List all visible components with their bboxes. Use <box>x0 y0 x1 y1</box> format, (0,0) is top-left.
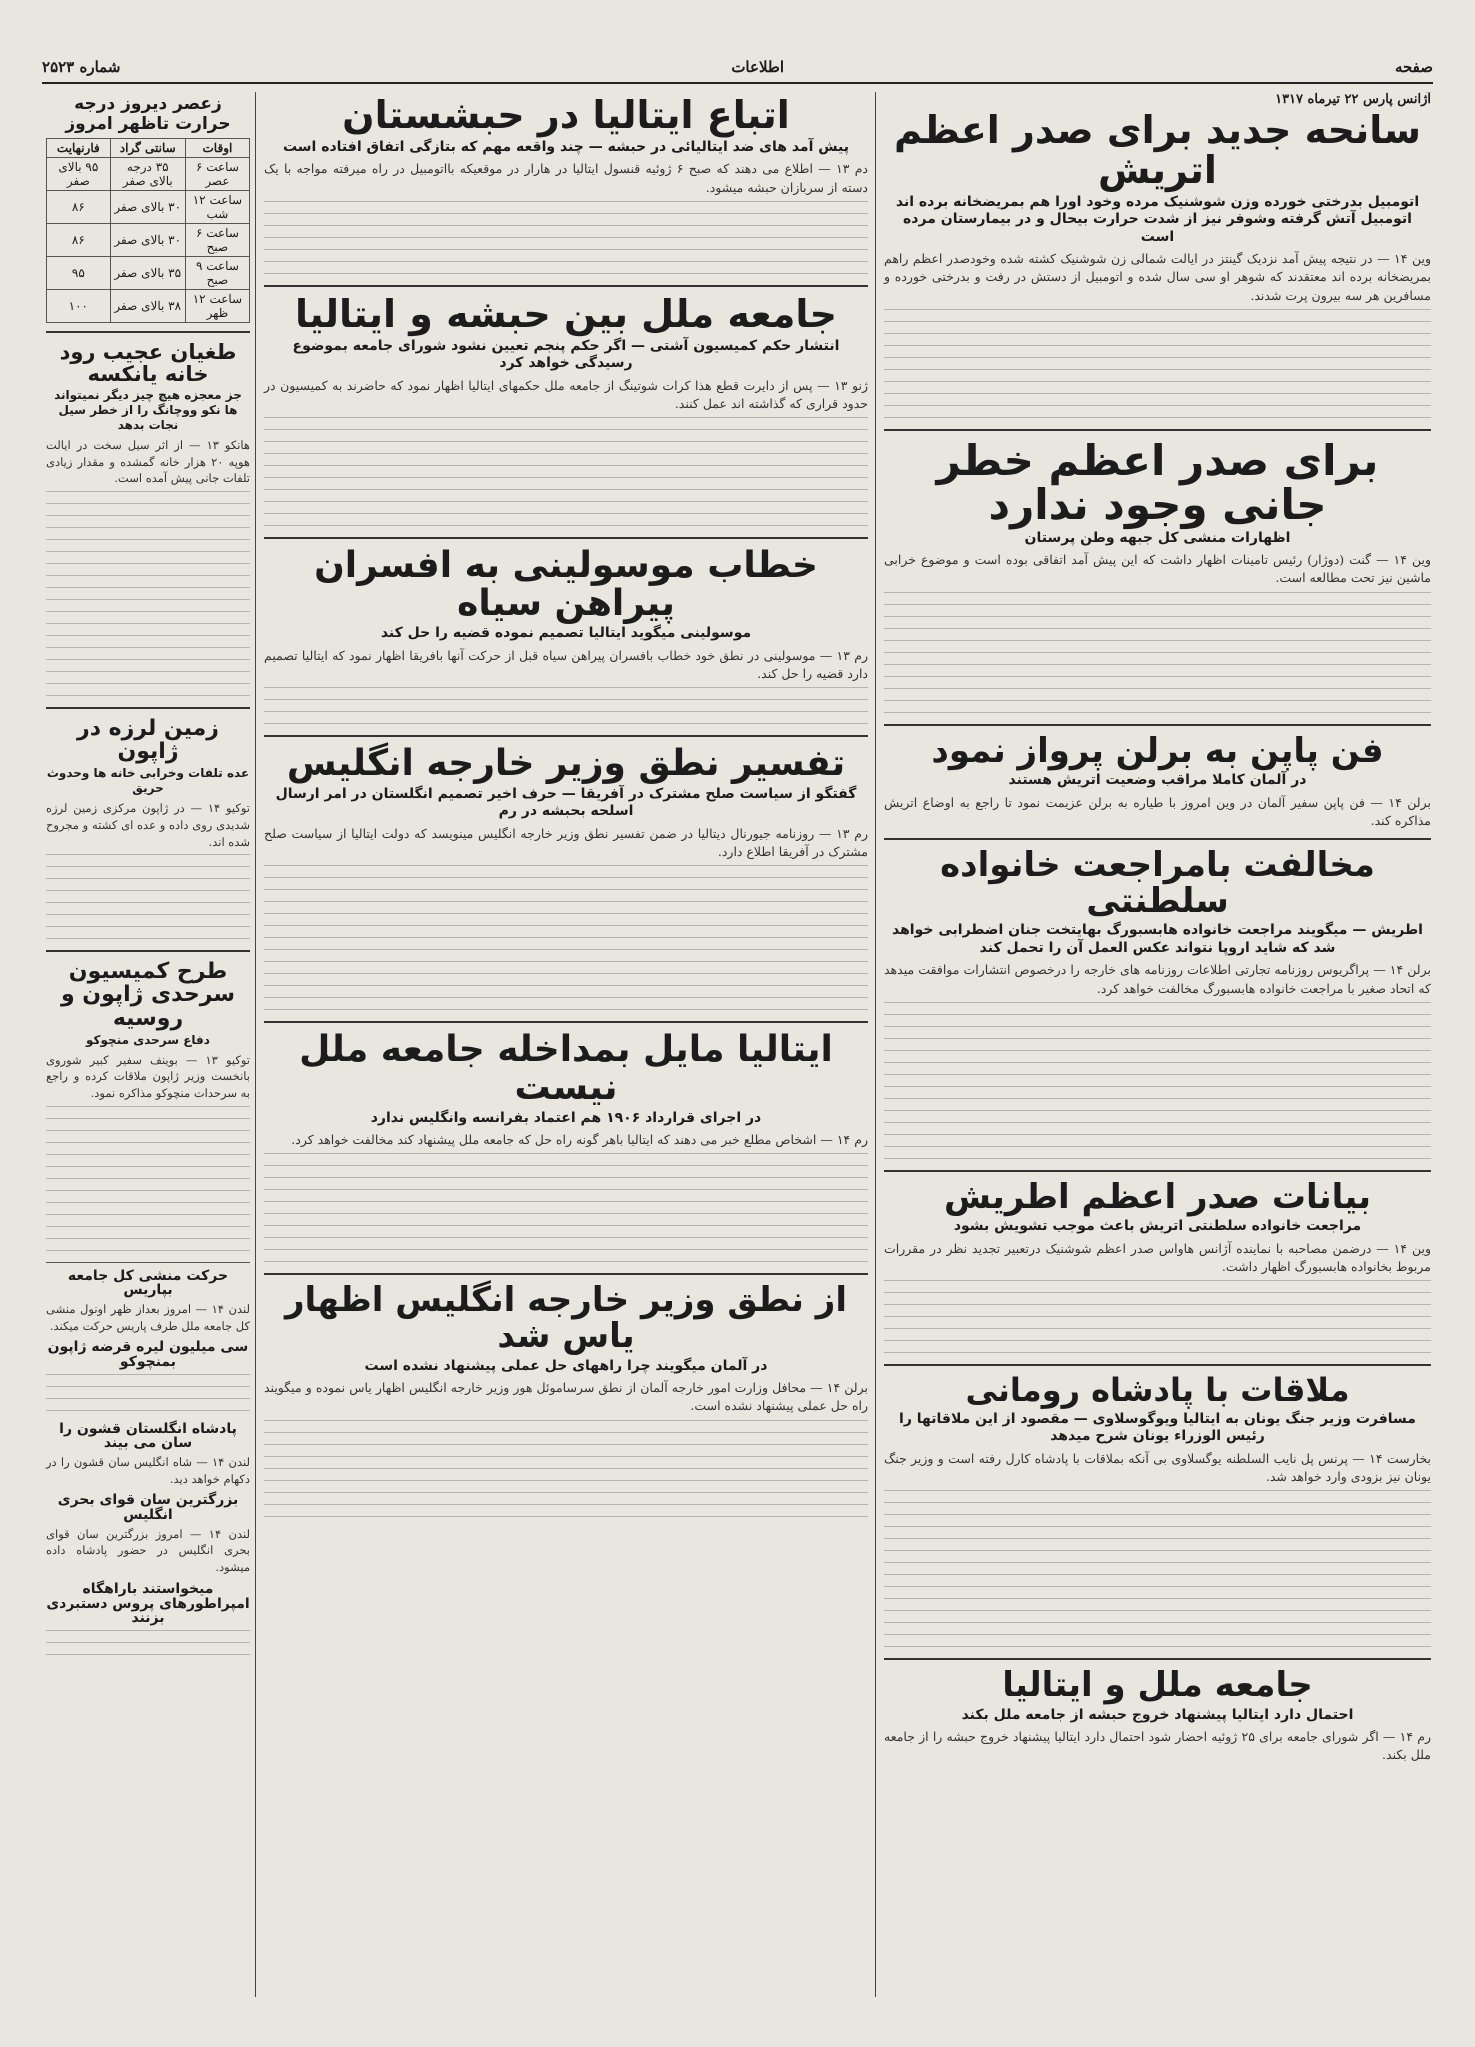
divider <box>264 1273 868 1275</box>
article-body: برلن ۱۴ — فن پاپن سفیر آلمان در وین امروز با طیاره به برلن عزیمت نمود تا راجع به اوضاع اتریش مذاکره کند. <box>884 794 1431 828</box>
divider <box>884 1658 1431 1660</box>
article-body: لندن ۱۴ — شاه انگلیس سان قشون را در دکهام خواهد دید. <box>46 1455 250 1486</box>
page-label: صفحه <box>1394 58 1433 76</box>
weather-row <box>47 158 250 191</box>
headline: ملاقات با پادشاه رومانی <box>965 1371 1350 1410</box>
headline: از نطق وزیر خارجه انگلیس اظهار یاس شد <box>284 1280 847 1357</box>
article-body: توکیو ۱۴ — در ژاپون مرکزی زمین لرزه شدیدی روی داده و عده ای کشته و مجروح شده اند. <box>46 801 251 849</box>
subheadline: احتمال دارد ایتالیا پیشنهاد خروج حبشه از جامعه ملل بکند <box>961 1706 1354 1723</box>
headline: سی میلیون لیره قرضه ژاپون بمنچوکو <box>47 1339 249 1371</box>
text-lines <box>884 1002 1431 1159</box>
weather-cell: ۳۸ بالای صفر <box>110 290 185 323</box>
article-body: رم ۱۴ — اشخاص مطلع خبر می دهند که ایتالیا باهر گونه راه حل که جامعه ملل پیشنهاد کند مخالفت خواهد کرد. <box>291 1132 868 1148</box>
story-league-abyssinia <box>260 291 872 526</box>
weather-col-header: فارنهایت <box>47 139 111 158</box>
weather-cell: ساعت ۶ صبح <box>185 224 249 257</box>
headline: مخالفت بامراجعت خانواده سلطنتی <box>940 845 1375 921</box>
subheadline: انتشار حکم کمیسیون آشتی — اگر حکم پنجم تعیین نشود شورای جامعه بموضوع رسیدگی خواهد کرد <box>292 337 840 372</box>
weather-cell: ساعت ۹ صبح <box>185 257 249 290</box>
headline: پادشاه انگلستان قشون را سان می بیند <box>59 1420 237 1452</box>
text-lines <box>884 592 1431 713</box>
text-lines <box>46 854 250 939</box>
divider <box>884 1364 1431 1366</box>
subheadline: موسولینی میگوید ایتالیا تصمیم نموده قضیه را حل کند <box>380 625 752 642</box>
headline: ایتالیا مایل بمداخله جامعه ملل نیست <box>299 1029 833 1108</box>
article-body: دم ۱۳ — اطلاع می دهند که صبح ۶ ژوئیه قنسول ایتالیا در هارار در موقعیکه بااتومبیل در راه میرفته مواجه با یک دسته از سربازان حبشه میشود. <box>264 161 869 195</box>
article-body: ژنو ۱۳ — پس از دایرت قطع هذا کرات شوتینگ از جامعه ملل حکمهای ایتالیا اظهار نمود که حاضرند به کمیسیون در حدود قراری که گذاشته اند عمل کنند. <box>264 377 868 411</box>
masthead-rule <box>42 82 1433 84</box>
divider <box>264 537 868 539</box>
subheadline: پیش آمد های ضد ایتالیائی در حبشه — چند واقعه مهم که بتازگی اتفاق افتاده است <box>282 138 850 155</box>
weather-cell: ساعت ۱۲ ظهر <box>185 290 249 323</box>
story-league-italy <box>880 1664 1435 1764</box>
column-left <box>42 92 254 2005</box>
article-body: وین ۱۴ — درضمن مصاحبه با نماینده آژانس هاواس صدر اعظم شوشنیک درتعبیر تجدید نظر در مقررات مربوط بخانواده هابسبورگ اظهار داشت. <box>884 1240 1431 1274</box>
story-no-danger <box>880 435 1435 713</box>
subheadline: در اجرای قرارداد ۱۹۰۶ هم اعتماد بفرانسه وانگلیس ندارد <box>370 1109 762 1126</box>
subheadline: مسافرت وزیر جنگ یونان به ایتالیا ویوگوسلاوی — مقصود از این ملاقاتها را رئیس الوزراء یونان شرح میدهد <box>899 1410 1416 1445</box>
headline: فن پاپن به برلن پرواز نمود <box>931 730 1384 771</box>
text-lines <box>264 865 868 1010</box>
weather-cell: ساعت ۱۲ شب <box>185 191 249 224</box>
subheadline: اتومبیل بدرختی خورده وزن شوشنیک مرده وخود اورا هم بمریضخانه برده اند اتومبیل آتش گرفته وشوفر نیز از شدت حرارت بیحال و در بیمارستان مرده است <box>895 193 1420 245</box>
subheadline: مراجعت خانواده سلطنتی اتریش باعث موجب تشویش بشود <box>953 1218 1362 1235</box>
divider <box>264 285 868 287</box>
article-body: لندن ۱۴ — امروز بزرگترین سان قوای بحری انگلیس در حضور پادشاه داده میشود. <box>46 1526 250 1575</box>
text-lines <box>264 417 868 526</box>
headline: سانحه جدید برای صدر اعظم اتریش <box>894 108 1421 192</box>
weather-cell: ۳۵ بالای صفر <box>110 257 185 290</box>
weather-cell: ۸۶ <box>47 224 111 257</box>
column-middle <box>260 92 872 2005</box>
article-body: برلن ۱۴ — پراگریوس روزنامه تجارتی اطلاعات روزنامه های خارجه را درخصوص انتشارات موافقت میدهد که اتحاد صغیر با مراجعت خانواده هابسبورگ مخالفت خواهد کرد. <box>884 962 1431 996</box>
headline: خطاب موسولینی به افسران پیراهن سیاه <box>314 544 818 624</box>
weather-cell: ۱۰۰ <box>47 290 111 323</box>
article-body: رم ۱۴ — اگر شورای جامعه برای ۲۵ ژوئیه احضار شود احتمال دارد ایتالیا پیشنهاد خروج حبشه را از جامعه ملل بکند. <box>884 1729 1431 1763</box>
weather-table <box>46 138 250 323</box>
headline: طغیان عجیب رود خانه یانکسه <box>59 340 237 387</box>
article-body: وین ۱۴ — در نتیجه پیش آمد نزدیک گینتز در ایالت شمالی زن شوشنیک کشته شده وخودصدر اعظم راهم بمریضخانه برده اند معتقدند که شوهر او سی سال شده و اتومبیل از دستش در رفت و بدرختی خورده و مسافرین هر سه بیرون پرت شدند. <box>884 251 1431 303</box>
text-lines <box>884 1280 1431 1353</box>
brief-4 <box>42 1493 254 1575</box>
story-car-accident <box>880 108 1435 418</box>
weather-cell: ۳۵ درجه بالای صفر <box>110 158 185 191</box>
paper-name: اطلاعات <box>731 58 785 76</box>
weather-row <box>47 290 250 323</box>
text-lines <box>46 1374 250 1411</box>
story-storm <box>42 341 254 696</box>
article-body: وین ۱۴ — گنت (دوژار) رئیس تامینات اظهار داشت که این پیش آمد اتفاقی بوده است و موضوع خرابی ماشین نیز تحت مطالعه است. <box>884 552 1431 586</box>
weather-row <box>47 224 250 257</box>
story-romania-king <box>880 1371 1435 1647</box>
issue-number: شماره ۲۵۲۳ <box>42 58 121 76</box>
text-lines <box>264 1153 868 1262</box>
article-body: توکیو ۱۳ — بوینف سفیر کبیر شوروی بانخست وزیر ژاپون ملاقات کرده و راجع به سرحدات منچوکو مذاکره نمود. <box>46 1052 250 1100</box>
text-lines <box>46 1630 250 1655</box>
brief-1 <box>42 1269 254 1335</box>
story-papen <box>880 730 1435 830</box>
headline: زمین لرزه در ژاپون <box>77 716 219 765</box>
brief-3 <box>42 1422 254 1488</box>
column-right <box>880 92 1435 2005</box>
subheadline: اظهارات منشی کل جبهه وطن پرستان <box>1024 529 1291 546</box>
article-body: برلن ۱۴ — محافل وزارت امور خارجه آلمان از نطق سرساموئل هور وزیر خارجه انگلیس اظهار یاس نموده و میگویند راه حل عملی پیشنهاد نشده است. <box>264 1380 868 1414</box>
headline: اتباع ایتالیا در حبشستان <box>342 93 790 137</box>
headline: بزرگترین سان قوای بحری انگلیس <box>57 1492 239 1524</box>
weather-col-header: سانتی گراد <box>110 139 185 158</box>
text-lines <box>264 201 868 274</box>
article-body: هانکو ۱۳ — از اثر سیل سخت در ایالت هوپه ۲۰ هزار خانه گمشده و مقدار زیادی تلفات جانی پیش آمده است. <box>46 438 250 486</box>
divider <box>884 429 1431 431</box>
headline: جامعه ملل و ایتالیا <box>1002 1664 1313 1705</box>
article-body: بخارست ۱۴ — پرنس پل نایب السلطنه یوگسلاوی بی آنکه بملاقات با پادشاه کارل رفته است و وزیر جنگ یونان نیز بزودی وارد خواهد شد. <box>884 1450 1431 1484</box>
weather-row <box>47 257 250 290</box>
weather-row <box>47 191 250 224</box>
divider <box>264 735 868 737</box>
divider <box>46 331 250 333</box>
divider <box>46 1262 250 1263</box>
subheadline: اطریش — میگویند مراجعت خانواده هابسبورگ بهایتخت جنان اضطرابی خواهد شد که شاید اروپا نتواند عکس العمل آن را تحمل کند <box>892 922 1423 956</box>
weather-cell: ۳۰ بالای صفر <box>110 224 185 257</box>
divider <box>884 838 1431 840</box>
brief-2 <box>42 1340 254 1410</box>
story-border-commission <box>42 960 254 1250</box>
story-quake <box>42 717 254 939</box>
weather-col-header: اوقات <box>185 139 249 158</box>
weather-box <box>42 94 254 323</box>
weather-cell: ۸۶ <box>47 191 111 224</box>
text-lines <box>264 1420 868 1517</box>
story-despair <box>260 1280 872 1516</box>
story-italy-league <box>260 1031 872 1262</box>
headline: حرکت منشی کل جامعه بپاریس <box>67 1267 229 1299</box>
headline: تفسیر نطق وزیر خارجه انگلیس <box>286 743 846 785</box>
text-lines <box>46 491 250 696</box>
text-lines <box>46 1106 250 1251</box>
weather-cell: ۹۵ <box>47 257 111 290</box>
subheadline: گفتگو از سیاست صلح مشترک در آفریقا — حرف اخیر تصمیم انگلستان در امر ارسال اسلحه بحبشه در رم <box>275 785 857 820</box>
story-abyssinia <box>260 93 872 274</box>
article-body: لندن ۱۴ — امروز بعداز ظهر اونول منشی کل جامعه ملل طرف پاریس حرکت میکند. <box>46 1301 250 1333</box>
text-lines <box>884 309 1431 418</box>
column-divider <box>255 92 256 1997</box>
subheadline: عده تلفات وخرابی خانه ها وحدوث حریق <box>46 766 250 796</box>
agency-line: آژانس پارس ۲۲ تیرماه ۱۳۱۷ <box>1275 92 1431 107</box>
weather-cell: ۳۰ بالای صفر <box>110 191 185 224</box>
divider <box>264 1021 868 1023</box>
weather-cell: ۹۵ بالای صفر <box>47 158 111 191</box>
article-body: رم ۱۳ — موسولینی در نطق خود خطاب بافسران پیراهن سیاه قبل از حرکت آنها بافریقا اظهار نمود که ایتالیا تصمیم دارد قضیه را حل کند. <box>264 647 868 681</box>
text-lines <box>264 687 868 724</box>
column-divider <box>875 92 876 1997</box>
text-lines <box>884 1490 1431 1647</box>
weather-header-row <box>47 139 250 158</box>
subheadline: جز معجزه هیچ چیز دیگر نمیتواند ها نکو ووچانگ را از خطر سیل نجات بدهد <box>54 388 242 433</box>
headline: برای صدر اعظم خطر جانی وجود ندارد <box>936 435 1379 529</box>
weather-cell: ساعت ۶ عصر <box>185 158 249 191</box>
headline: بیانات صدر اعظم اطریش <box>943 1176 1371 1217</box>
story-mussolini <box>260 544 872 724</box>
headline: جامعه ملل بین حبشه و ایتالیا <box>294 291 838 336</box>
divider <box>46 707 250 709</box>
divider <box>884 1170 1431 1172</box>
story-royal-return <box>880 845 1435 1159</box>
story-english-minister <box>260 745 872 1010</box>
subheadline: دفاع سرحدی منچوکو <box>86 1032 210 1047</box>
story-chancellor-statement <box>880 1176 1435 1353</box>
article-body: رم ۱۳ — روزنامه جیورنال دیتالیا در ضمن تفسیر نطق وزیر خارجه انگلیس مینویسد که دولت ایتالیا از سیاست صلح مشترک در آفریقا اطلاع دارد. <box>264 825 868 860</box>
headline: میخواستند باراهگاه امپراطورهای پروس دستبردی بزنند <box>46 1580 250 1627</box>
subheadline: در آلمان میگویند چرا راههای حل عملی پیشنهاد نشده است <box>364 1357 768 1374</box>
brief-5 <box>42 1582 254 1655</box>
divider <box>884 724 1431 726</box>
headline: طرح کمیسیون سرحدی ژاپون و روسیه <box>60 959 236 1031</box>
divider <box>46 950 250 952</box>
weather-title: زعصر دیروز درجه حرارت تاظهر امروز <box>65 94 231 134</box>
subheadline: در آلمان کاملا مراقب وضعیت اتریش هستند <box>1008 772 1307 789</box>
masthead <box>42 56 1433 78</box>
